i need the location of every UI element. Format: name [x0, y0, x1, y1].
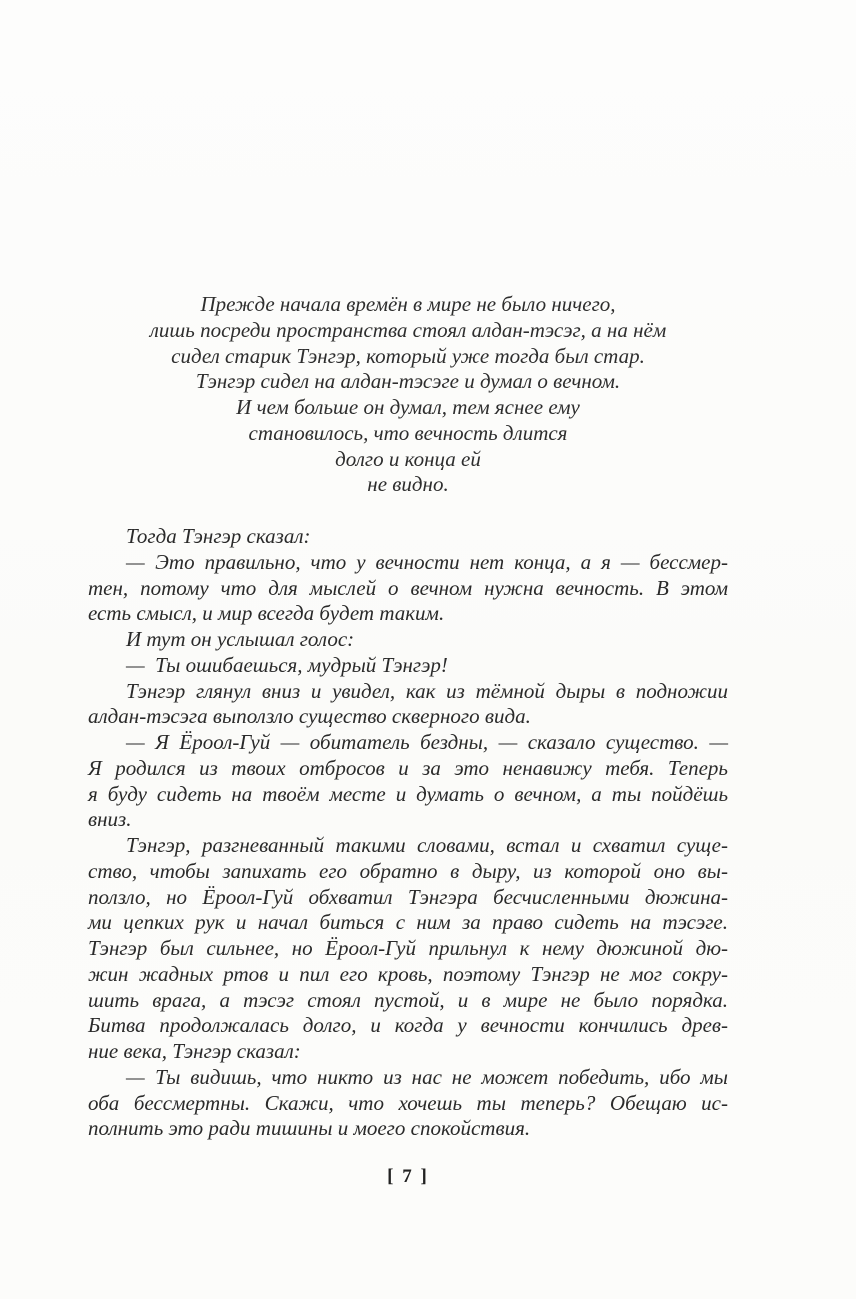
epigraph-line: И чем больше он думал, тем яснее ему — [236, 395, 580, 419]
text-line: Тэнгэр, разгневанный такими словами, встал и схватил суще- — [126, 833, 728, 857]
text-line: вниз. — [88, 807, 132, 832]
text-line: И тут он услышал голос: — [126, 627, 355, 651]
text-line: — Я Ёроол-Гуй — обитатель бездны, — сказало существо. — — [126, 730, 728, 754]
text-line: шить врага, а тэсэг стоял пустой, и в мире не было порядка. — [88, 987, 728, 1012]
paragraph — [88, 627, 728, 653]
text-line: ми цепких рук и начал биться с ним за право сидеть на тэсэге. — [88, 910, 728, 935]
paragraph — [88, 550, 728, 627]
text-line: тен, потому что для мыслей о вечном нужна вечность. В этом — [88, 575, 728, 600]
epigraph-line: лишь посреди пространства стоял алдан-тэсэг, а на нём — [149, 317, 667, 342]
text-line: оба бессмертны. Скажи, что хочешь ты теперь? Обещаю ис- — [88, 1090, 728, 1115]
paragraph — [88, 1065, 728, 1142]
page-footer — [88, 1166, 728, 1188]
paragraph — [88, 833, 728, 1065]
text-line: ползло, но Ёроол-Гуй обхватил Тэнгэра бесчисленными дюжина- — [88, 884, 728, 909]
text-line: алдан-тэсэга выползло существо скверного вида. — [88, 704, 531, 729]
paragraph — [88, 679, 728, 731]
text-line: я буду сидеть на твоём месте и думать о вечном, а ты пойдёшь — [88, 781, 728, 806]
epigraph-line: Тэнгэр сидел на алдан-тэсэге и думал о вечном. — [195, 369, 621, 394]
text-line: — Ты ошибаешься, мудрый Тэнгэр! — [126, 652, 448, 677]
text-block — [88, 292, 728, 1188]
text-line: Битва продолжалась долго, и когда у вечности кончились древ- — [88, 1013, 728, 1038]
text-line: жин жадных ртов и пил его кровь, поэтому Тэнгэр не мог сокру- — [88, 961, 728, 986]
text-line: ние века, Тэнгэр сказал: — [88, 1039, 301, 1063]
epigraph-line: становилось, что вечность длится — [248, 420, 568, 445]
text-line: — Ты видишь, что никто из нас не может победить, ибо мы — [126, 1064, 728, 1089]
text-line: ство, чтобы запихать его обратно в дыру, из которой оно вы- — [88, 858, 728, 883]
page-body-text — [88, 524, 728, 1142]
epigraph-line: не видно. — [367, 472, 449, 497]
text-line: Тэнгэр был сильнее, но Ёроол-Гуй прильнул к нему дюжиной дю- — [88, 936, 728, 960]
page-number: [ 7 ] — [387, 1166, 429, 1187]
text-line: — Это правильно, что у вечности нет конца, а я — бессмер- — [126, 549, 728, 574]
text-line: Тэнгэр глянул вниз и увидел, как из тёмной дыры в подножии — [126, 678, 728, 703]
epigraph — [88, 292, 728, 498]
paragraph — [88, 524, 728, 550]
text-line: Я родился из твоих отбросов и за это ненавижу тебя. Теперь — [88, 755, 728, 780]
epigraph-line: сидел старик Тэнгэр, который уже тогда был стар. — [171, 343, 645, 368]
paragraph — [88, 730, 728, 833]
text-line: Тогда Тэнгэр сказал: — [126, 524, 311, 548]
epigraph-line: долго и конца ей — [335, 446, 481, 471]
text-line: есть смысл, и мир всегда будет таким. — [88, 601, 445, 626]
paragraph — [88, 653, 728, 679]
epigraph-line: Прежде начала времён в мире не было ничего, — [200, 292, 616, 316]
text-line: полнить это ради тишины и моего спокойствия. — [88, 1116, 531, 1141]
